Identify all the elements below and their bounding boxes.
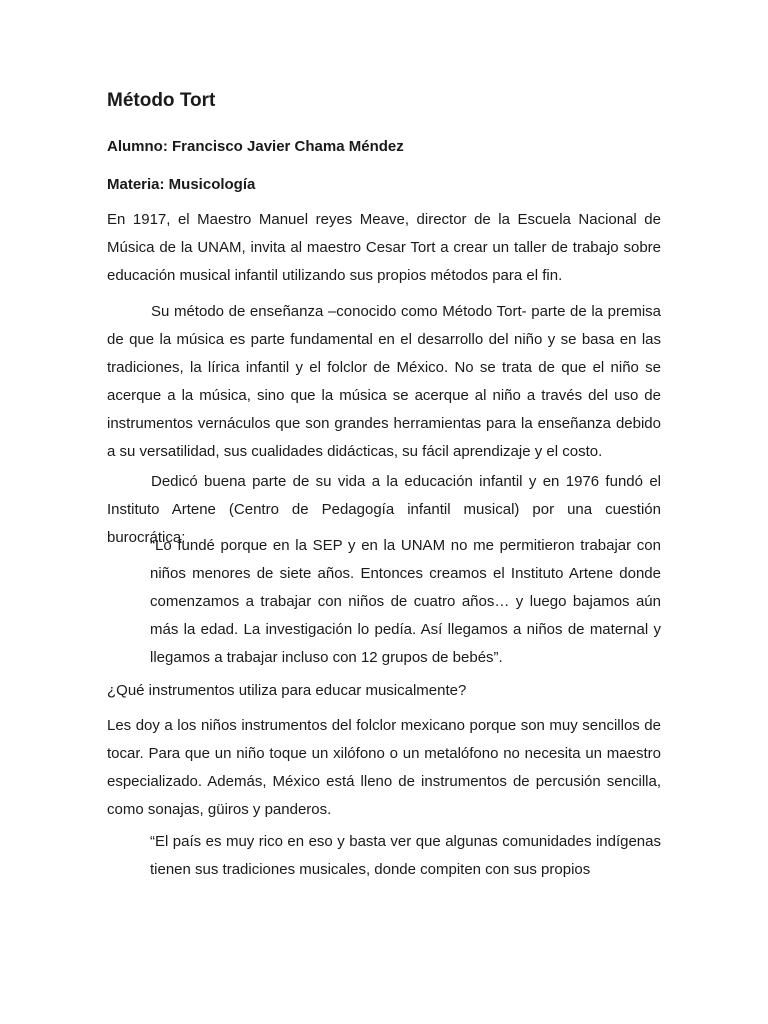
paragraph-intro: En 1917, el Maestro Manuel reyes Meave, director de la Escuela Nacional de Música de la UNAM, invita al maestro Cesar Tort a crear un taller de trabajo sobre educación musical infantil utilizando sus propios métodos para el fin. <box>107 211 661 284</box>
interview-question: ¿Qué instrumentos utiliza para educar musicalmente? <box>107 682 467 699</box>
quote-founding: “Lo fundé porque en la SEP y en la UNAM no me permitieron trabajar con niños menores de siete años. Entonces creamos el Instituto Artene donde comenzamos a trabajar con niños de cuatro años… y luego bajamos aún más la edad. La investigación lo pedía. Así llegamos a niños de maternal y llegamos a trabajar incluso con 12 grupos de bebés”. <box>150 537 661 666</box>
quote-country: “El país es muy rico en eso y basta ver que algunas comunidades indígenas tienen sus tradiciones musicales, donde compiten con sus propios <box>150 833 661 878</box>
student-line: Alumno: Francisco Javier Chama Méndez <box>107 138 404 155</box>
interview-answer: Les doy a los niños instrumentos del folclor mexicano porque son muy sencillos de tocar. Para que un niño toque un xilófono o un metalófono no necesita un maestro especializado. Además, México está lleno de instrumentos de percusión sencilla, como sonajas, güiros y panderos. <box>107 717 661 818</box>
document-title: Método Tort <box>107 90 216 111</box>
paragraph-artene: Dedicó buena parte de su vida a la educación infantil y en 1976 fundó el Instituto Artene (Centro de Pedagogía infantil musical) por una cuestión burocrática: <box>107 473 661 546</box>
subject-line: Materia: Musicología <box>107 176 256 193</box>
paragraph-method: Su método de enseñanza –conocido como Método Tort- parte de la premisa de que la música es parte fundamental en el desarrollo del niño y se basa en las tradiciones, la lírica infantil y el folclor de México. No se trata de que el niño se acerque a la música, sino que la música se acerque al niño a través del uso de instrumentos vernáculos que son grandes herramientas para la enseñanza debido a su versatilidad, sus cualidades didácticas, su fácil aprendizaje y el costo. <box>107 303 661 460</box>
